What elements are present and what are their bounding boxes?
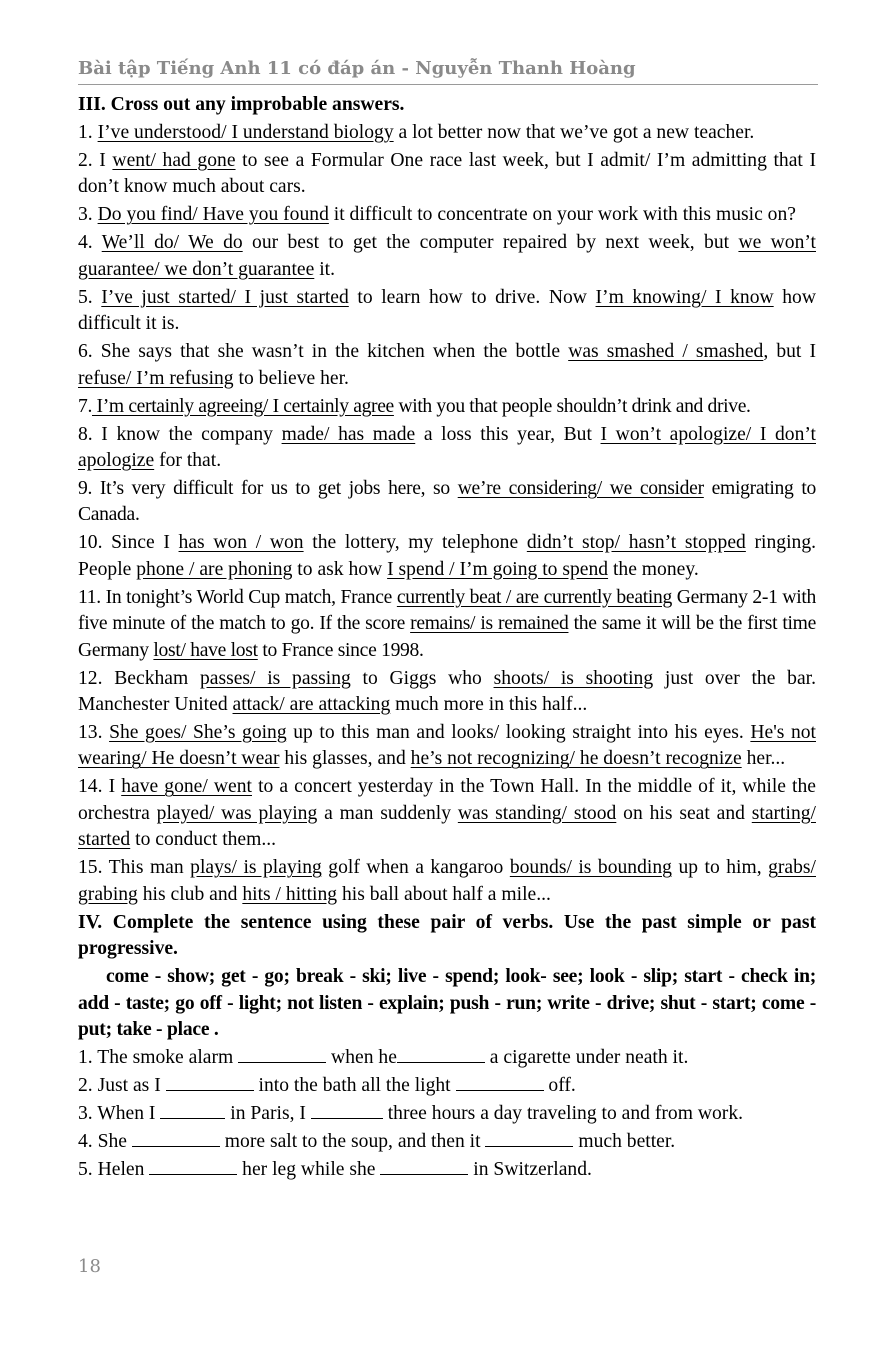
verb-pair-list: come - show; get - go; break - ski; live - spend; look- see; look - slip; start - check in; add - taste; go off - light; not listen - explain; push - run; write - drive; shut - start; come - put; take - place .	[78, 966, 816, 1040]
answer-blank[interactable]	[132, 1130, 220, 1147]
answer-options: has won / won	[178, 532, 304, 554]
exercise-item-9: 9. It’s very difficult for us to get jobs here, so we’re considering/ we consider emigrating to Canada.	[78, 478, 817, 526]
gap-fill-item-1: 1. The smoke alarm when he a cigarette under neath it.	[78, 1046, 689, 1068]
answer-options: plays/ is playing	[190, 857, 322, 879]
answer-options: grabs/ grabing	[78, 857, 816, 905]
exercise-item-4: 4. We’ll do/ We do our best to get the computer repaired by next week, but we won’t guarantee/ we don’t guarantee it.	[78, 232, 816, 280]
answer-blank[interactable]	[149, 1158, 237, 1175]
section-3-heading: III. Cross out any improbable answers.	[78, 94, 405, 115]
answer-options: was standing/ stood	[457, 802, 617, 824]
answer-options: refuse/ I’m refusing	[78, 367, 234, 389]
answer-options: starting/ started	[78, 802, 816, 851]
exercise-item-3: 3. Do you find/ Have you found it difficult to concentrate on your work with this music on?	[78, 204, 796, 226]
answer-options: Do you find/ Have you found	[97, 204, 329, 226]
answer-options: didn’t stop/ hasn’t stopped	[526, 532, 746, 554]
exercise-item-7: 7. I’m certainly agreeing/ I certainly agree with you that people shouldn’t drink and drive.	[78, 395, 751, 417]
answer-options: passes/ is passing	[199, 667, 351, 689]
exercise-item-5: 5. I’ve just started/ I just started to learn how to drive. Now I’m knowing/ I know how difficult it is.	[78, 286, 816, 335]
exercise-item-15: 15. This man plays/ is playing golf when a kangaroo bounds/ is bounding up to him, grabs/ grabing his club and hits / hitting his ball about half a mile...	[78, 857, 816, 905]
gap-fill-item-2: 2. Just as I into the bath all the light off.	[78, 1074, 576, 1096]
answer-blank[interactable]	[311, 1102, 383, 1119]
answer-options: have gone/ went	[121, 776, 252, 798]
answer-options: He's not wearing/ He doesn’t wear	[78, 722, 816, 770]
exercise-content	[78, 92, 816, 1185]
exercise-item-1: 1. I’ve understood/ I understand biology a lot better now that we’ve got a new teacher.	[78, 122, 755, 143]
answer-blank[interactable]	[397, 1046, 485, 1063]
exercise-item-10: 10. Since I has won / won the lottery, my telephone didn’t stop/ hasn’t stopped ringing. People phone / are phoning to ask how I spend / I’m going to spend the money.	[78, 532, 817, 580]
answer-blank[interactable]	[238, 1046, 326, 1063]
gap-fill-item-4: 4. She more salt to the soup, and then it much better.	[78, 1130, 676, 1152]
answer-options: I’m knowing/ I know	[595, 286, 774, 308]
answer-options: shoots/ is shooting	[493, 667, 654, 689]
answer-options: played/ was playing	[156, 802, 318, 824]
answer-options: remains/ is remained	[410, 613, 569, 635]
answer-options: was smashed / smashed	[568, 341, 764, 363]
answer-options: I’ve just started/ I just started	[101, 286, 349, 308]
section-4-heading: IV. Complete the sentence using these pair of verbs. Use the past simple or past progressive.	[78, 911, 816, 960]
answer-options: I’m certainly agreeing/ I certainly agree	[92, 395, 394, 417]
gap-fill-item-3: 3. When I in Paris, I three hours a day traveling to and from work.	[78, 1102, 744, 1124]
exercise-item-12: 12. Beckham passes/ is passing to Giggs who shoots/ is shooting just over the bar. Manchester United attack/ are attacking much more in this half...	[78, 667, 816, 716]
answer-options: went/ had gone	[112, 150, 236, 171]
exercise-item-8: 8. I know the company made/ has made a loss this year, But I won’t apologize/ I don’t apologize for that.	[78, 423, 816, 472]
exercise-item-2: 2. I went/ had gone to see a Formular One race last week, but I admit/ I’m admitting that I don’t know much about cars.	[78, 150, 816, 198]
answer-options: currently beat / are currently beating	[396, 586, 672, 608]
answer-options: attack/ are attacking	[232, 694, 391, 716]
exercise-item-6: 6. She says that she wasn’t in the kitchen when the bottle was smashed / smashed, but I refuse/ I’m refusing to believe her.	[78, 341, 816, 389]
answer-options: we’re considering/ we consider	[457, 478, 704, 500]
answer-blank[interactable]	[380, 1158, 468, 1175]
header-divider	[78, 84, 818, 85]
answer-options: I’ve understood/ I understand biology	[97, 122, 394, 143]
exercise-item-11: 11. In tonight’s World Cup match, France currently beat / are currently beating Germany 2-1 with five minute of the match to go. If the score remains/ is remained the same it will be the first time Germany lost/ have lost to France since 1998.	[78, 586, 817, 661]
gap-fill-item-5: 5. Helen her leg while she in Switzerland.	[78, 1158, 592, 1180]
answer-blank[interactable]	[166, 1074, 254, 1091]
exercise-item-13: 13. She goes/ She’s going up to this man and looks/ looking straight into his eyes. He's not wearing/ He doesn’t wear his glasses, and he’s not recognizing/ he doesn’t recognize her...	[78, 722, 816, 770]
page-number: 18	[78, 1256, 101, 1277]
answer-blank[interactable]	[456, 1074, 544, 1091]
running-header: Bài tập Tiếng Anh 11 có đáp án - Nguyễn Thanh Hoàng	[78, 58, 636, 79]
answer-options: we won’t guarantee/ we don’t guarantee	[78, 232, 816, 280]
answer-options: I spend / I’m going to spend	[387, 558, 609, 580]
answer-options: I won’t apologize/ I don’t apologize	[78, 423, 816, 472]
answer-blank[interactable]	[160, 1102, 225, 1119]
answer-options: made/ has made	[281, 423, 416, 445]
answer-blank[interactable]	[485, 1130, 573, 1147]
answer-options: phone / are phoning	[136, 558, 293, 580]
answer-options: We’ll do/ We do	[101, 232, 243, 254]
answer-options: he’s not recognizing/ he doesn’t recognize	[410, 748, 742, 770]
answer-options: lost/ have lost	[153, 639, 258, 661]
answer-options: bounds/ is bounding	[509, 857, 672, 879]
answer-options: She goes/ She’s going	[109, 722, 287, 744]
exercise-item-14: 14. I have gone/ went to a concert yesterday in the Town Hall. In the middle of it, while the orchestra played/ was playing a man suddenly was standing/ stood on his seat and starting/ started to conduct them...	[78, 776, 816, 851]
answer-options: hits / hitting	[242, 883, 338, 905]
